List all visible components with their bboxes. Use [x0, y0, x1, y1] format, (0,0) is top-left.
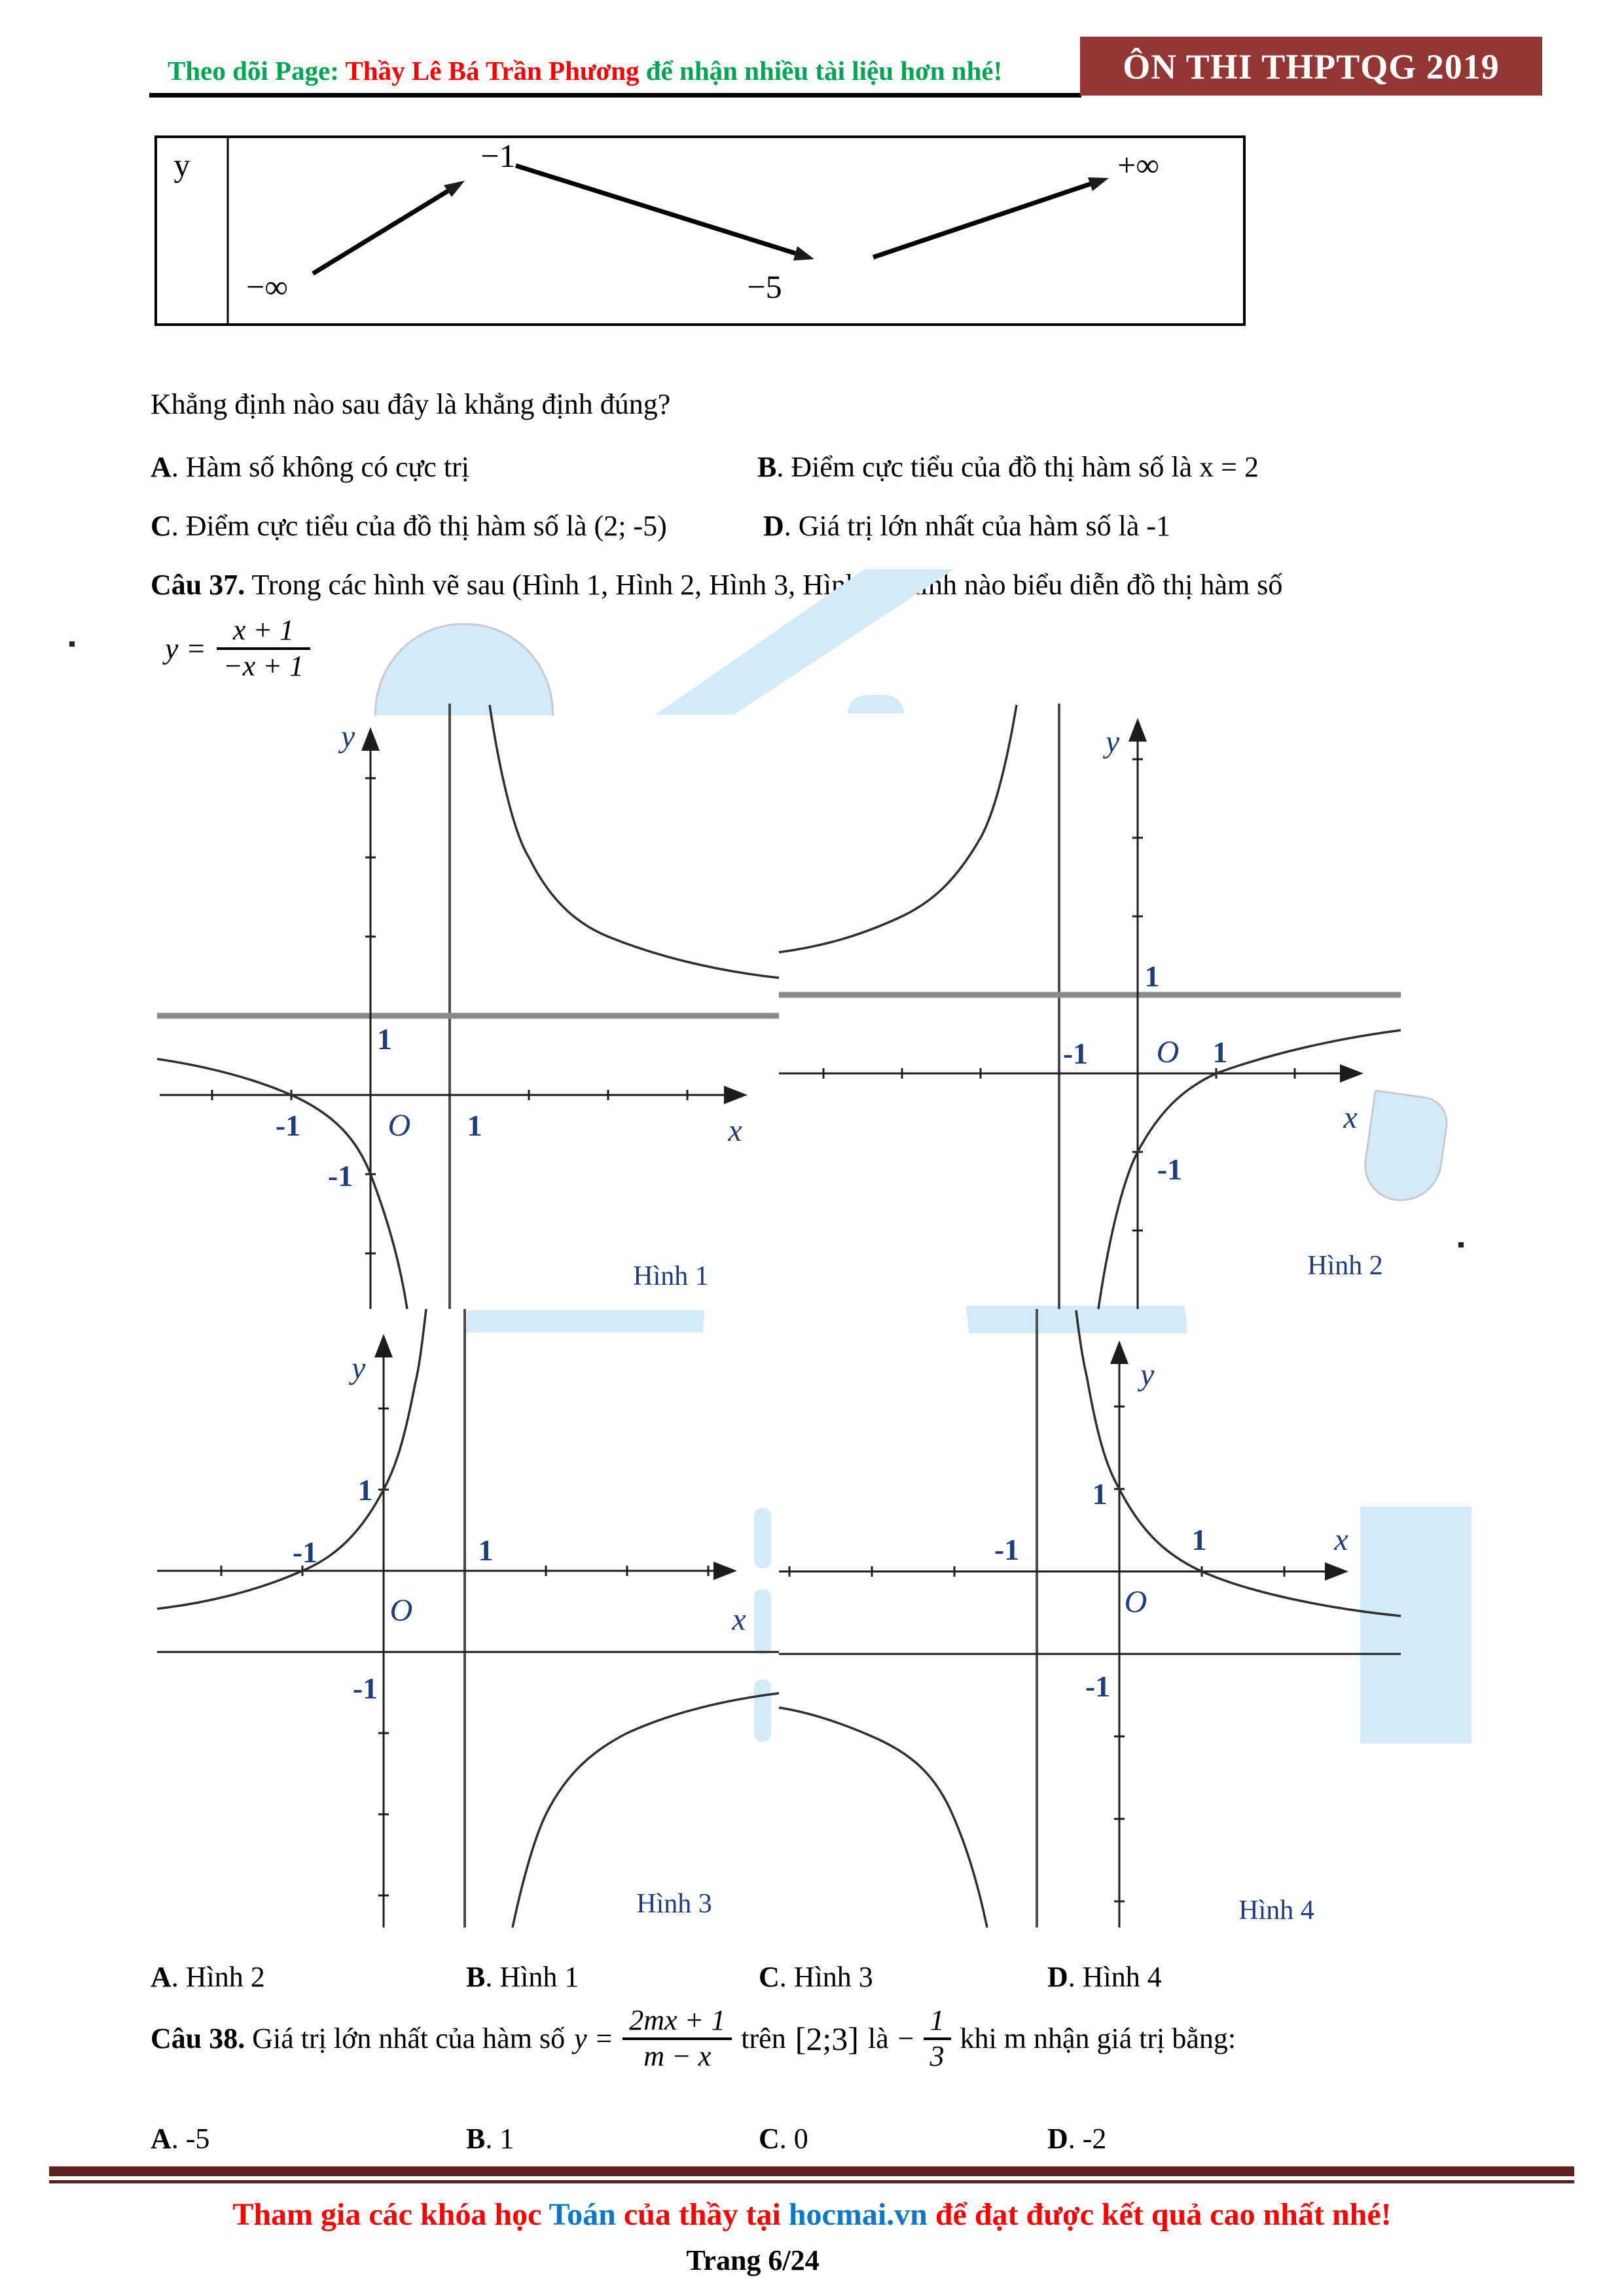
- option-text: . Giá trị lớn nhất của hàm số là -1: [784, 510, 1170, 542]
- footer-part3: để đạt được kết quả cao nhất nhé!: [927, 2197, 1392, 2232]
- x-axis-label: x: [1343, 1100, 1358, 1135]
- option-letter: A: [151, 451, 171, 483]
- page-number: Trang 6/24: [686, 2244, 820, 2276]
- formula-lhs: y =: [165, 632, 206, 666]
- fraction-denominator: −x + 1: [223, 649, 304, 682]
- origin-label: O: [388, 1108, 411, 1143]
- graph-title: Hình 1: [633, 1261, 709, 1291]
- curve-branch-left: [779, 705, 1017, 952]
- variation-table: [154, 135, 1246, 326]
- y-axis-arrow: [1110, 1340, 1128, 1364]
- option-text: . -5: [171, 2123, 210, 2155]
- value-pos-infinity: +∞: [1117, 147, 1159, 183]
- tick-label-xm1: -1: [1062, 1037, 1089, 1070]
- graph-hinh-1: [157, 704, 779, 1309]
- tick-label-y1: 1: [1144, 960, 1160, 993]
- option-letter: D: [1047, 2123, 1068, 2155]
- q36-option-d: [763, 509, 1170, 543]
- option-text: . Hình 4: [1068, 1961, 1162, 1993]
- x-axis-label: x: [728, 1113, 742, 1148]
- header-rule: [149, 93, 1081, 98]
- curve-branch-left: [779, 1708, 987, 1928]
- graph-title: Hình 4: [1238, 1895, 1314, 1926]
- x-axis-label: x: [1334, 1522, 1348, 1557]
- q38-interval: [2;3]: [795, 2020, 859, 2057]
- option-text: . -2: [1068, 2123, 1107, 2155]
- tick-label-y1: 1: [1092, 1477, 1108, 1511]
- q37-formula: [165, 614, 310, 683]
- option-text: . 0: [779, 2123, 808, 2155]
- option-letter: C: [759, 2123, 780, 2155]
- q37-text: Trong các hình vẽ sau (Hình 1, Hình 2, Hình 3, Hình 4), hình nào biểu diễn đồ thị hàm số: [245, 569, 1283, 601]
- decor-dome: [374, 623, 554, 715]
- tick-label-xm1: -1: [275, 1109, 301, 1142]
- x-axis-arrow: [724, 1086, 748, 1104]
- origin-label: O: [389, 1593, 413, 1628]
- artifact-dot: [1458, 1242, 1464, 1247]
- tick-label-x1: 1: [478, 1534, 494, 1567]
- footer-link-toan[interactable]: Toán: [549, 2197, 616, 2232]
- q38-label: Câu 38.: [151, 2022, 245, 2055]
- q38-small-fraction: [924, 2004, 951, 2073]
- tick-label-ym1: -1: [327, 1159, 353, 1193]
- q38-mid2: là: [867, 2022, 889, 2055]
- graph-title: Hình 2: [1307, 1251, 1383, 1281]
- q38-lhs: y =: [574, 2022, 614, 2055]
- footer-rule-thin: [49, 2180, 1574, 2183]
- tick-label-ym1: -1: [352, 1672, 378, 1705]
- tick-label-x1: 1: [467, 1109, 482, 1142]
- y-axis-label: y: [352, 1351, 366, 1386]
- option-letter: B: [466, 1961, 486, 1993]
- q37-option-a: [151, 1960, 265, 1994]
- artifact-dot: [69, 641, 75, 647]
- y-axis-label: y: [1140, 1357, 1155, 1392]
- fraction-numerator: x + 1: [217, 614, 310, 650]
- exam-banner: ÔN THI THPTQG 2019: [1080, 37, 1542, 96]
- footer-link-hocmai[interactable]: hocmai.vn: [788, 2197, 928, 2232]
- value-neg-infinity: −∞: [246, 268, 288, 305]
- footer-promo: [0, 2197, 1624, 2233]
- tick-label-xm1: -1: [994, 1533, 1020, 1566]
- fraction-denominator: m − x: [643, 2039, 712, 2072]
- option-text: . Hàm số không có cực trị: [171, 451, 469, 483]
- arrow-up-1: [313, 191, 448, 274]
- q38-fraction: [623, 2004, 732, 2073]
- q37-heading: [151, 568, 1282, 601]
- tick-label-y1: 1: [357, 1473, 373, 1507]
- origin-label: O: [1124, 1585, 1147, 1619]
- option-text: . Hình 1: [485, 1961, 579, 1993]
- tick-label-x1: 1: [1212, 1035, 1228, 1069]
- option-letter: C: [759, 1961, 780, 1993]
- fraction-numerator: 2mx + 1: [623, 2004, 732, 2040]
- value-max: −1: [480, 137, 516, 174]
- graph-title: Hình 3: [636, 1889, 712, 1919]
- option-text: . Hình 2: [171, 1961, 265, 1993]
- option-letter: D: [1047, 1961, 1068, 1993]
- option-text: . Hình 3: [779, 1961, 873, 1993]
- teacher-name: Thầy Lê Bá Trần Phương: [345, 56, 640, 86]
- q38-option-c: [759, 2122, 808, 2155]
- q38-option-a: [151, 2122, 209, 2155]
- tick-label-y1: 1: [377, 1022, 392, 1056]
- q38-heading: [151, 2004, 1236, 2073]
- q37-option-c: [759, 1960, 873, 1994]
- option-letter: D: [763, 510, 784, 542]
- x-axis-label: x: [732, 1602, 746, 1637]
- q37-label: Câu 37.: [151, 569, 245, 601]
- arrow-up-2: [873, 184, 1091, 257]
- y-axis-arrow: [1128, 718, 1147, 742]
- option-letter: A: [151, 2123, 171, 2155]
- arrow-up-2-head: [1088, 177, 1109, 191]
- arrow-down-head: [793, 246, 814, 260]
- q37-option-b: [466, 1960, 579, 1994]
- q38-minus: −: [897, 2022, 914, 2055]
- footer-part2: của thầy tại: [615, 2197, 789, 2232]
- graph-hinh-4: [779, 1309, 1401, 1928]
- tick-label-ym1: -1: [1085, 1670, 1111, 1703]
- tick-label-x1: 1: [1191, 1523, 1207, 1556]
- q38-mid1: trên: [741, 2022, 786, 2055]
- y-axis-label: y: [1106, 725, 1120, 759]
- q38-option-d: [1047, 2122, 1106, 2155]
- q36-prompt: Khẳng định nào sau đây là khẳng định đúng?: [151, 388, 671, 420]
- tick-label-xm1: -1: [292, 1535, 318, 1569]
- option-text: . 1: [485, 2123, 514, 2155]
- q36-option-c: [151, 509, 667, 543]
- option-text: . Điểm cực tiểu của đồ thị hàm số là x = 2: [776, 451, 1259, 483]
- header-follow-line: [168, 55, 1002, 86]
- option-letter: B: [466, 2123, 486, 2155]
- q38-lead: Giá trị lớn nhất của hàm số: [245, 2022, 566, 2055]
- graph-hinh-3: [157, 1309, 779, 1928]
- value-min: −5: [747, 268, 782, 305]
- fraction-numerator: 1: [924, 2004, 951, 2040]
- arrow-down: [516, 166, 795, 253]
- y-axis-arrow: [374, 1334, 393, 1357]
- arrow-up-1-head: [444, 181, 465, 197]
- q37-option-d: [1047, 1960, 1162, 1994]
- graph-hinh-2: [779, 704, 1401, 1309]
- footer-part1: Tham gia các khóa học: [232, 2197, 549, 2232]
- q38-tail: khi m nhận giá trị bằng:: [960, 2022, 1236, 2055]
- y-axis-arrow: [361, 727, 380, 751]
- y-axis-label: y: [341, 719, 355, 754]
- q36-option-b: [757, 450, 1259, 484]
- option-letter: A: [151, 1961, 171, 1993]
- q36-option-a: [151, 450, 469, 484]
- table-border: [156, 137, 1244, 325]
- table-row-label: y: [173, 147, 190, 183]
- x-axis-arrow: [1340, 1064, 1363, 1083]
- formula-fraction: [217, 614, 310, 683]
- x-axis-arrow: [713, 1562, 737, 1580]
- curve-branch-right: [490, 705, 779, 978]
- option-letter: C: [151, 510, 171, 542]
- option-letter: B: [757, 451, 777, 483]
- option-text: . Điểm cực tiểu của đồ thị hàm số là (2; -5): [171, 510, 667, 542]
- x-axis-arrow: [1325, 1562, 1348, 1581]
- tick-label-ym1: -1: [1157, 1153, 1183, 1186]
- footer-rule-thick: [49, 2166, 1574, 2176]
- follow-prefix: Theo dõi Page:: [168, 56, 346, 86]
- q38-option-b: [466, 2122, 514, 2155]
- origin-label: O: [1156, 1035, 1180, 1069]
- fraction-denominator: 3: [929, 2039, 945, 2072]
- follow-suffix: để nhận nhiều tài liệu hơn nhé!: [639, 56, 1003, 86]
